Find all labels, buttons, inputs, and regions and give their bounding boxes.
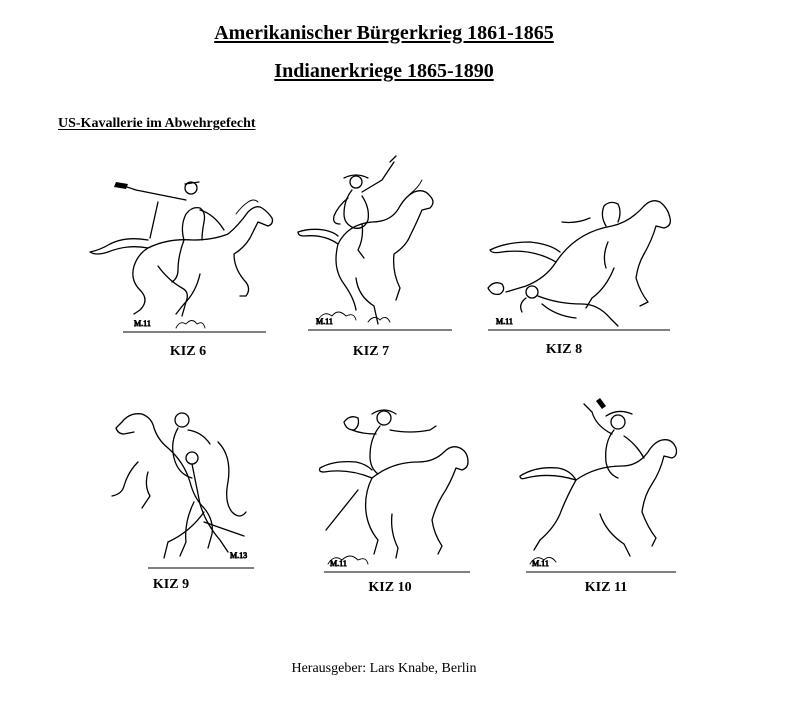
document-title: Amerikanischer Bürgerkrieg 1861-1865 [214, 22, 554, 44]
figure-label-kiz-8: KIZ 8 [545, 342, 583, 357]
section-heading: US-Kavallerie im Abwehrgefecht [58, 116, 256, 131]
cavalry-figure-kiz-6-drawing [88, 170, 278, 335]
figure-label-kiz-10: KIZ 10 [368, 580, 412, 595]
figure-label-kiz-7: KIZ 7 [352, 344, 390, 359]
figure-label-kiz-9: KIZ 9 [152, 577, 190, 592]
figure-label-kiz-6: KIZ 6 [169, 344, 207, 359]
artist-signature: M.11 [532, 559, 549, 568]
artist-signature: M.13 [230, 551, 248, 560]
cavalry-figure-kiz-11-drawing [520, 396, 684, 576]
cavalry-figure-kiz-8-drawing [486, 192, 676, 332]
artist-signature: M.11 [316, 317, 333, 326]
figure-kiz-10 [318, 404, 478, 576]
figure-kiz-8 [486, 192, 676, 332]
cavalry-figure-kiz-9-drawing [108, 402, 258, 572]
artist-signature: M.11 [496, 317, 513, 326]
figure-kiz-9 [108, 402, 258, 572]
cavalry-figure-kiz-7-drawing [298, 158, 458, 333]
cavalry-figure-kiz-10-drawing [318, 404, 478, 576]
artist-signature: M.11 [330, 559, 347, 568]
document-subtitle: Indianerkriege 1865-1890 [274, 60, 494, 82]
figure-kiz-11 [520, 396, 684, 576]
figure-kiz-6 [88, 170, 278, 335]
figure-label-kiz-11: KIZ 11 [584, 580, 628, 595]
figure-kiz-7 [298, 158, 458, 333]
artist-signature: M.11 [134, 319, 151, 328]
publisher-credit: Herausgeber: Lars Knabe, Berlin [291, 661, 477, 676]
